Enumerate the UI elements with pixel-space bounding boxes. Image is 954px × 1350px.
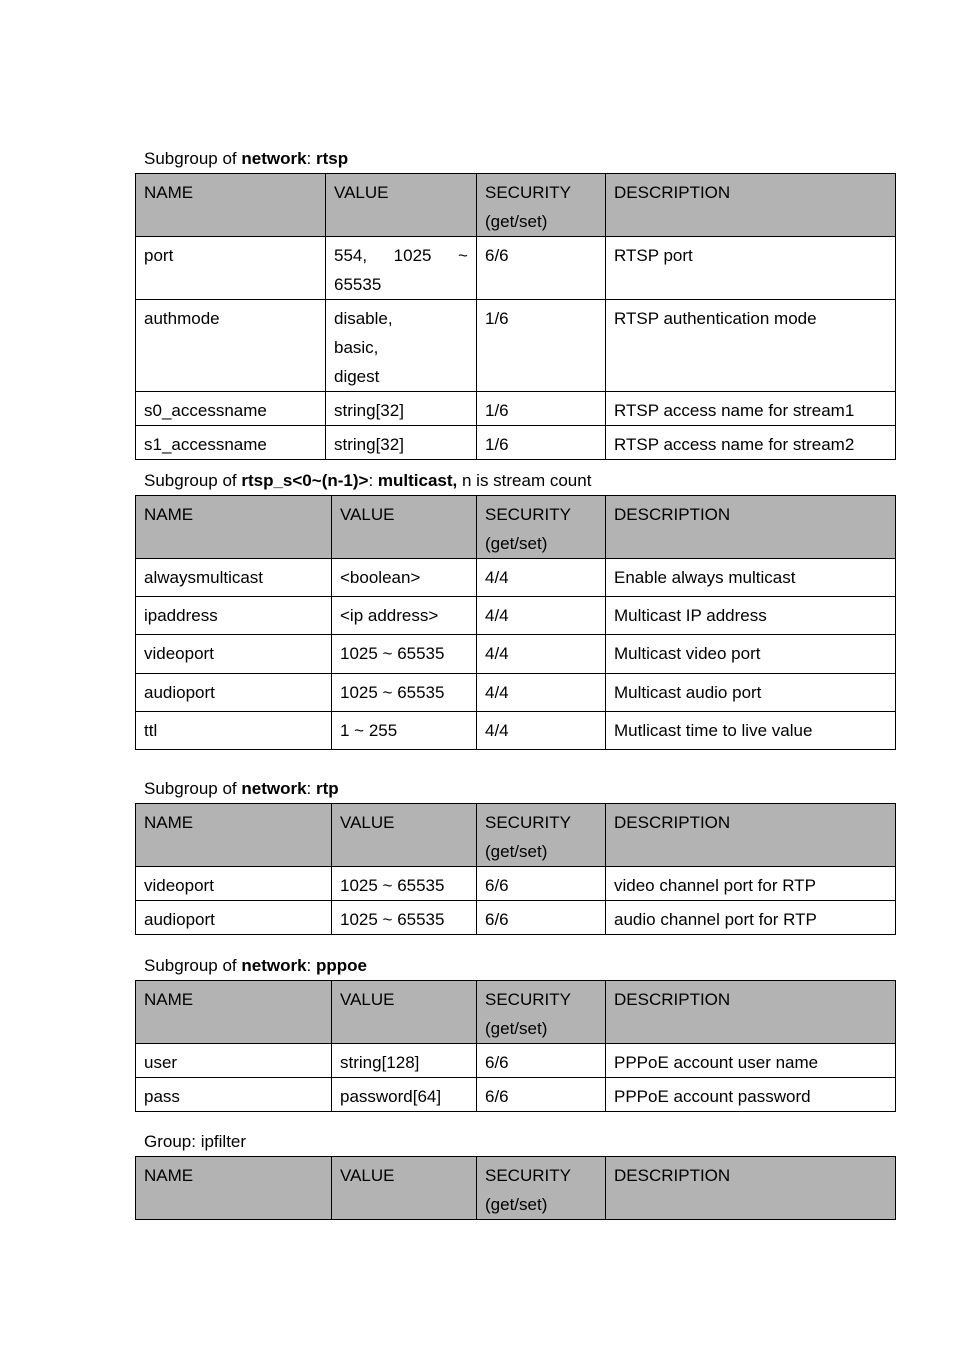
ipfilter-caption: Group: ipfilter [144,1132,247,1151]
header-value: VALUE [332,804,477,867]
header-name: NAME [136,496,332,559]
rtsp-caption: Subgroup of network: rtsp [144,149,349,168]
table-row: authmode disable, basic, digest 1/6 RTSP authentication mode [136,300,896,392]
header-value: VALUE [332,496,477,559]
header-security: SECURITY (get/set) [477,981,606,1044]
header-name: NAME [136,174,326,237]
rtp-caption: Subgroup of network: rtp [144,779,339,798]
table-row: ipaddress <ip address> 4/4 Multicast IP address [136,597,896,635]
header-description: DESCRIPTION [606,496,896,559]
table-row: pass password[64] 6/6 PPPoE account password [136,1078,896,1112]
header-security: SECURITY (get/set) [477,174,606,237]
header-security: SECURITY (get/set) [477,1157,606,1220]
table-row: audioport 1025 ~ 65535 6/6 audio channel port for RTP [136,901,896,935]
pppoe-table [135,980,896,1112]
table-row: ttl 1 ~ 255 4/4 Mutlicast time to live value [136,712,896,750]
header-description: DESCRIPTION [606,174,896,237]
rtp-table [135,803,896,935]
table-header-row [136,496,896,559]
header-name: NAME [136,1157,332,1220]
header-description: DESCRIPTION [606,1157,896,1220]
header-description: DESCRIPTION [606,804,896,867]
multicast-caption: Subgroup of rtsp_s<0~(n-1)>: multicast, n is stream count [144,471,592,490]
header-description: DESCRIPTION [606,981,896,1044]
header-value: VALUE [332,1157,477,1220]
multicast-table [135,495,896,750]
table-header-row [136,174,896,237]
table-header-row [136,981,896,1044]
header-name: NAME [136,804,332,867]
table-row: port 554, 1025 ~ 65535 6/6 RTSP port [136,237,896,300]
table-row: s1_accessname string[32] 1/6 RTSP access name for stream2 [136,426,896,460]
table-row: videoport 1025 ~ 65535 4/4 Multicast video port [136,635,896,674]
pppoe-caption: Subgroup of network: pppoe [144,956,367,975]
table-row: user string[128] 6/6 PPPoE account user name [136,1044,896,1078]
header-name: NAME [136,981,332,1044]
ipfilter-table [135,1156,896,1220]
table-row: videoport 1025 ~ 65535 6/6 video channel port for RTP [136,867,896,901]
table-header-row [136,804,896,867]
header-value: VALUE [332,981,477,1044]
rtsp-table [135,173,896,460]
table-row: audioport 1025 ~ 65535 4/4 Multicast audio port [136,674,896,712]
header-value: VALUE [326,174,477,237]
table-header-row [136,1157,896,1220]
table-row: alwaysmulticast <boolean> 4/4 Enable always multicast [136,559,896,597]
header-security: SECURITY (get/set) [477,804,606,867]
table-row: s0_accessname string[32] 1/6 RTSP access name for stream1 [136,392,896,426]
header-security: SECURITY (get/set) [477,496,606,559]
